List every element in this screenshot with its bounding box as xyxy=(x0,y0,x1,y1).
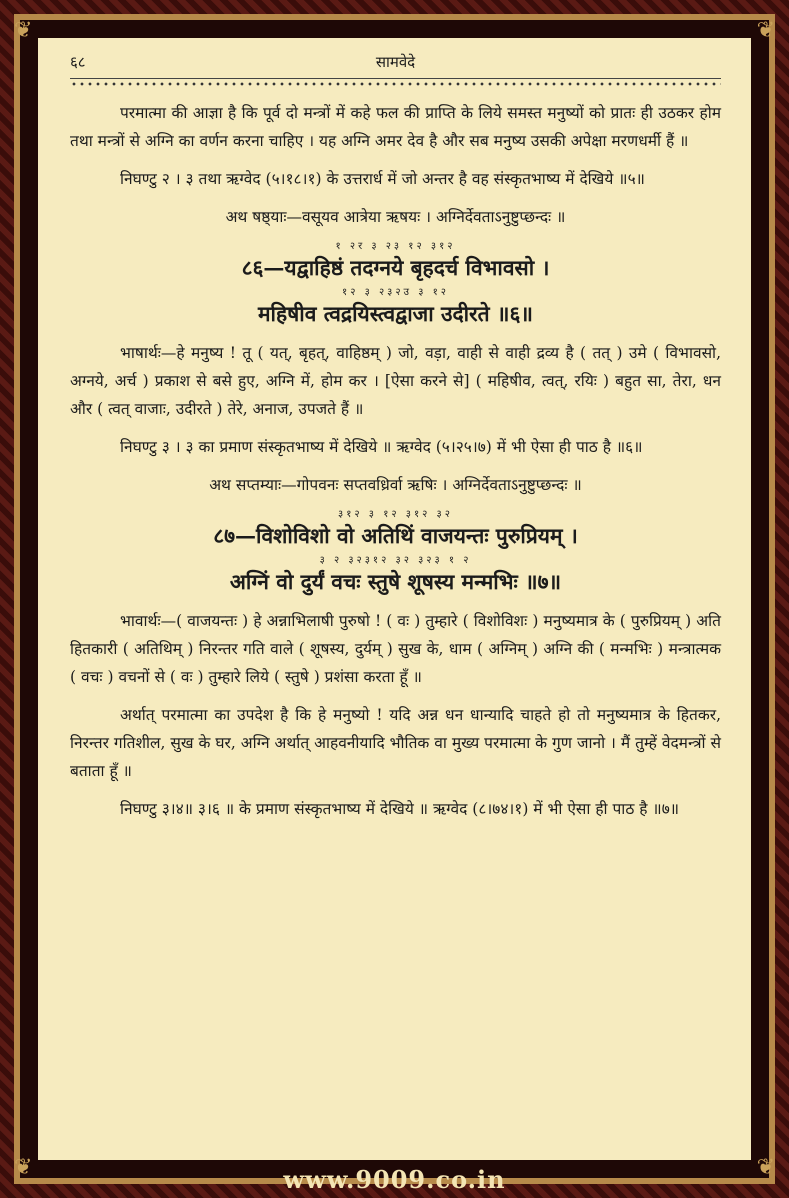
paragraph-1: परमात्मा की आज्ञा है कि पूर्व दो मन्त्रों में कहे फल की प्राप्ति के लिये समस्त मनुष्यों को प्रातः ही उठकर होम तथा मन्त्रों से अग्नि का वर्णन करना चाहिए । यह अग्नि अमर देव है और सब मनुष्य उसकी अपेक्षा मरणधर्मी हैं ॥ xyxy=(70,104,721,150)
corner-ornament-icon: ❦ xyxy=(756,1155,775,1180)
page-title: सामवेदे xyxy=(375,53,416,71)
corner-ornament-icon: ❦ xyxy=(14,1155,33,1180)
page-number: ६८ xyxy=(70,53,86,71)
mantra-7-accent-2: ३ २ ३२३१२ ३२ ३२३ १ २ xyxy=(319,555,472,566)
mantra-6-accent-2: १२ ३ २३२उ ३ १२ xyxy=(342,287,449,298)
mantra-7-line-2: अग्निं वो दुर्यं वचः स्तुषे शूषस्य मन्मभिः ॥७॥ xyxy=(229,569,562,594)
mantra-6-accent-1: १ २र ३ २३ १२ ३१२ xyxy=(335,241,456,252)
nighantu-6: निघण्टु ३ । ३ का प्रमाण संस्कृतभाष्य में देखिये ॥ ऋग्वेद (५।२५।७) में भी ऐसा ही पाठ है ॥६॥ xyxy=(120,438,643,456)
meaning-7: भावार्थः—( वाजयन्तः ) हे अन्नाभिलाषी पुरुषो ! ( वः ) तुम्हारे ( विशोविशः ) मनुष्यमात्र के ( पुरुप्रियम् ) अति हितकारी ( अतिथिम् ) निरन्तर गति वाले ( शूषस्य, दुर्यम् ) सुख के, धाम ( अग्निम् ) अग्नि की ( मन्मभिः ) मन्त्रात्मक ( वचः ) वचनों से ( वः ) तुम्हारे लिये ( स्तुषे ) प्रशंसा करता हूँ ॥ xyxy=(70,612,721,686)
corner-ornament-icon: ❦ xyxy=(14,18,33,43)
website-url: www.9009.co.in xyxy=(283,1164,506,1194)
paragraph-arthat: अर्थात् परमात्मा का उपदेश है कि हे मनुष्यो ! यदि अन्न धन धान्यादि चाहते हो तो मनुष्यमात्र के हितकर, निरन्तर गतिशील, सुख के घर, अग्नि अर्थात् आहवनीयादि भौतिक वा मुख्य परमात्मा के गुण जानो । मैं तुम्हें वेदमन्त्रों से बताता हूँ ॥ xyxy=(70,706,721,780)
nighantu-7: निघण्टु ३।४॥ ३।६ ॥ के प्रमाण संस्कृतभाष्य में देखिये ॥ ऋग्वेद (८।७४।१) में भी ऐसा ही पाठ है ॥७॥ xyxy=(120,800,680,818)
book-page xyxy=(38,38,751,1160)
corner-ornament-icon: ❦ xyxy=(756,18,775,43)
mantra-7-intro: अथ सप्तम्याः—गोपवनः सप्तवध्रिर्वा ऋषिः । अग्निर्देवताऽनुष्टुप्छन्दः ॥ xyxy=(209,476,582,494)
header-divider xyxy=(70,78,721,89)
website-footer xyxy=(38,1163,751,1195)
page-header xyxy=(70,52,721,72)
mantra-7-line-1: ८७—विशोविशो वो अतिथिं वाजयन्तः पुरुप्रियम् । xyxy=(213,523,578,548)
mantra-6-intro: अथ षष्ठ्याः—वसूयव आत्रेया ऋषयः । अग्निर्देवताऽनुष्टुप्छन्दः ॥ xyxy=(225,208,566,226)
mantra-7-accent-1: ३१२ ३ १२ ३१२ ३२ xyxy=(338,509,453,520)
mantra-6-line-2: महिषीव त्वद्रयिस्त्वद्वाजा उदीरते ॥६॥ xyxy=(257,301,534,326)
meaning-6: भाषार्थः—हे मनुष्य ! तू ( यत्, बृहत्, वाहिष्ठम् ) जो, वड़ा, वाही से वाही द्रव्य है ( तत् ) उमे ( विभावसो, अग्नये, अर्च ) प्रकाश से बसे हुए, अग्नि में, होम कर । [ऐसा करने से] ( महिषीव, त्वत्, रयिः ) बहुत सा, तेरा, धन और ( त्वत् वाजाः, उदीरते ) तेरे, अनाज, उपजते हैं ॥ xyxy=(70,344,721,418)
mantra-6-line-1: ८६—यद्वाहिष्ठं तदग्नये बृहदर्च विभावसो । xyxy=(241,255,550,280)
paragraph-2: निघण्टु २ । ३ तथा ऋग्वेद (५।१८।१) के उत्तरार्ध में जो अन्तर है वह संस्कृतभाष्य में देखिये ॥५॥ xyxy=(120,170,645,188)
